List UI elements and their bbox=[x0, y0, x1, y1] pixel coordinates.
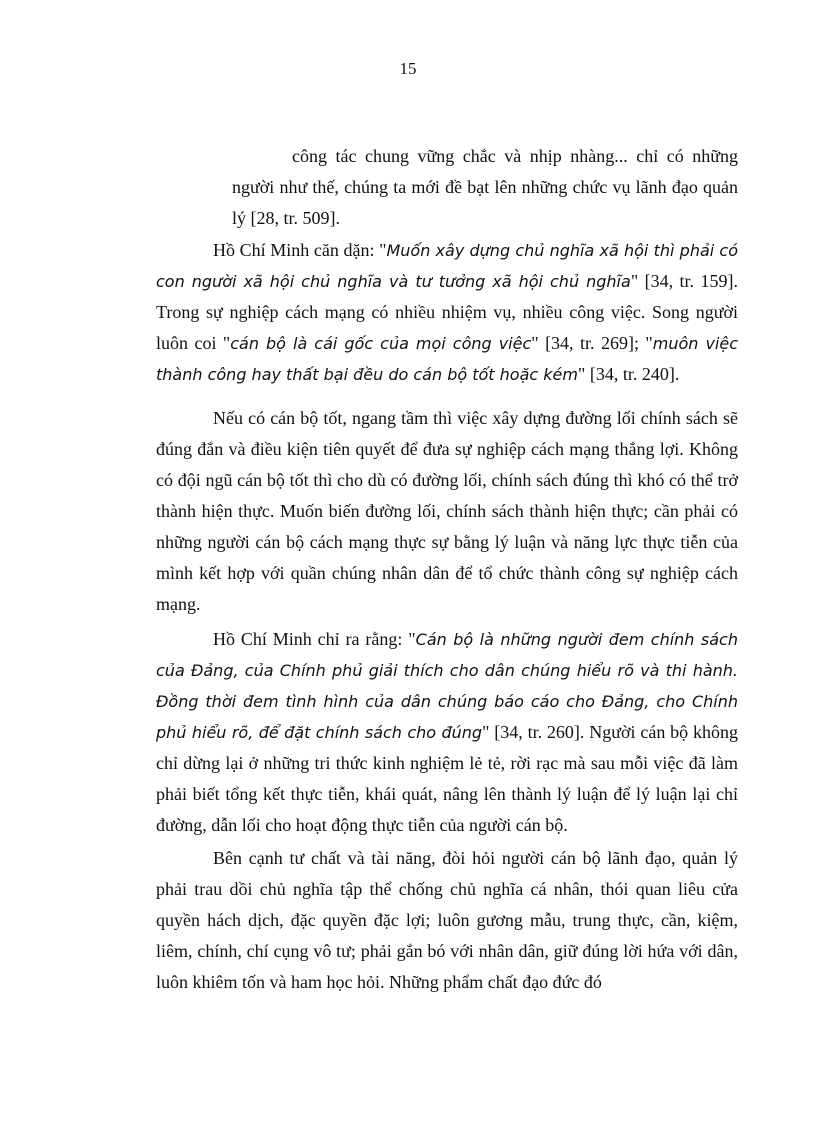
paragraph-good-cadres bbox=[156, 403, 738, 620]
paragraph-cadre-qualities bbox=[156, 843, 738, 998]
text-run: " [34, tr. 240]. bbox=[577, 364, 680, 384]
quoted-italic-text: muôn việc thành công hay thất bại đều do cán bộ tốt hoặc kém bbox=[156, 334, 739, 384]
text-run: Hồ Chí Minh chỉ ra rằng: " bbox=[213, 629, 416, 649]
text-run: Hồ Chí Minh căn dặn: " bbox=[213, 240, 387, 260]
text-run: " [34, tr. 260]. Người cán bộ không chỉ dừng lại ở những tri thức kinh nghiệm lẻ tẻ, rời rạc mà sau mỗi việc đã làm phải biết tổng kết thực tiễn, khái quát, nâng lên thành lý luận để lý luận lại chỉ đường, dẫn lối cho hoạt động thực tiễn của người cán bộ. bbox=[156, 722, 738, 835]
quote-text: công tác chung vững chắc và nhịp nhàng... chỉ có những người như thế, chúng ta mới đề bạt lên những chức vụ lãnh đạo quản lý [28, tr. 509]. bbox=[232, 146, 738, 228]
paragraph-text: Bên cạnh tư chất và tài năng, đòi hỏi người cán bộ lãnh đạo, quản lý phải trau dồi chủ nghĩa tập thể chống chủ nghĩa cá nhân, thói quan liêu cửa quyền hách dịch, đặc quyền đặc lợi; luôn gương mẫu, trung thực, cần, kiệm, liêm, chính, chí cụng vô tư; phải gắn bó với nhân dân, giữ đúng lời hứa với dân, luôn khiêm tốn và ham học hỏi. Những phẩm chất đạo đức đó bbox=[156, 848, 738, 992]
quoted-italic-text: Muốn xây dựng chủ nghĩa xã hội thì phải có con người xã hội chủ nghĩa và tư tưởng xã hội chủ nghĩa bbox=[156, 241, 739, 291]
quoted-italic-text: Cán bộ là những người đem chính sách của Đảng, của Chính phủ giải thích cho dân chúng hiểu rõ và thi hành. Đồng thời đem tình hình của dân chúng báo cáo cho Đảng, cho Chính phủ hiểu rõ, để đặt chính sách cho đúng bbox=[156, 630, 738, 742]
paragraph-text bbox=[156, 235, 738, 390]
paragraph-cadre-definition bbox=[156, 624, 738, 841]
paragraph-text bbox=[156, 624, 738, 841]
block-quote bbox=[232, 141, 738, 234]
text-run: " [34, tr. 269]; " bbox=[531, 333, 653, 353]
paragraph-ho-chi-minh-advice bbox=[156, 235, 738, 390]
quoted-italic-text: cán bộ là cái gốc của mọi công việc bbox=[230, 334, 532, 353]
text-run: " [34, tr. 159]. Trong sự nghiệp cách mạng có nhiều nhiệm vụ, nhiều công việc. Song người luôn coi " bbox=[156, 271, 738, 353]
page-number: 15 bbox=[399, 59, 417, 78]
paragraph-text: Nếu có cán bộ tốt, ngang tầm thì việc xây dựng đường lối chính sách sẽ đúng đắn và điều kiện tiên quyết để đưa sự nghiệp cách mạng thắng lợi. Không có đội ngũ cán bộ tốt thì cho dù có đường lối, chính sách đúng thì khó có thể trở thành hiện thực. Muốn biến đường lối, chính sách thành hiện thực; cần phải có những người cán bộ cách mạng thực sự bằng lý luận và năng lực thực tiễn của mình kết hợp với quần chúng nhân dân để tổ chức thành công sự nghiệp cách mạng. bbox=[156, 408, 738, 614]
